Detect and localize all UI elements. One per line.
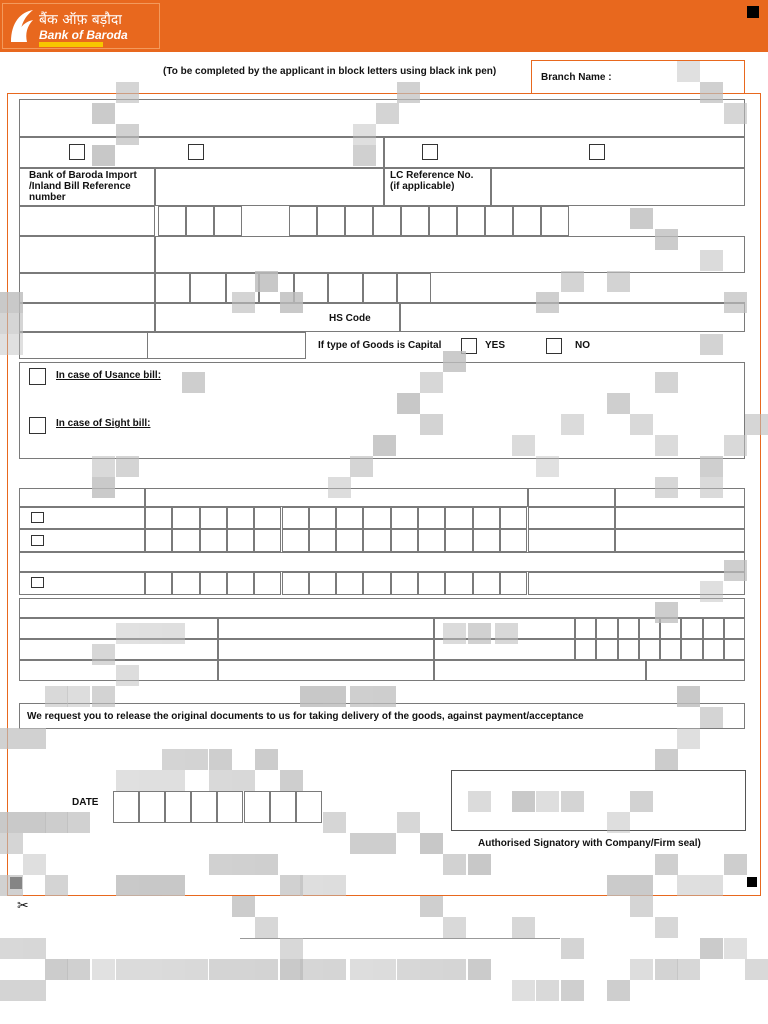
pixel-block [162,875,185,896]
pixel-block [23,854,46,875]
pixel-block [397,82,420,103]
pixel-block [92,477,115,498]
table-row-7-c3[interactable] [434,660,646,681]
pixel-block [209,770,232,791]
pixel-block [512,791,535,812]
scissors-icon: ✂ [17,898,29,914]
pixel-block [323,875,346,896]
pixel-block [512,917,535,938]
pixel-block [468,623,491,644]
capital-goods-label: If type of Goods is Capital [318,340,442,351]
pixel-block [139,875,162,896]
pixel-block [373,833,396,854]
digit-box[interactable] [309,507,336,529]
request-text: We request you to release the original documents to us for taking delivery of the goods, against payment/acceptance [27,711,584,722]
pixel-block [700,477,723,498]
digit-box[interactable] [158,206,186,236]
table-header-4 [615,488,745,507]
table-row-5-c2[interactable] [218,618,434,639]
pixel-block [724,435,747,456]
pixel-block [116,959,139,980]
logo-strip [39,42,103,47]
digit-box[interactable] [500,529,527,552]
digit-box[interactable] [681,639,702,660]
digit-box[interactable] [363,273,397,303]
digit-box[interactable] [139,791,165,823]
pixel-block [655,959,678,980]
pixel-block [700,707,723,728]
pixel-block [443,854,466,875]
pixel-block [655,602,678,623]
pixel-block [561,414,584,435]
pixel-block [373,686,396,707]
pixel-block [700,250,723,271]
pixel-block [323,959,346,980]
pixel-block [350,456,373,477]
pixel-block [232,854,255,875]
bank-name-hindi: बैंक ऑफ़ बड़ौदा [39,12,122,28]
digit-box[interactable] [328,273,363,303]
digit-box[interactable] [445,529,472,552]
pixel-block [92,145,115,166]
digit-box[interactable] [473,529,500,552]
digit-box[interactable] [391,572,418,595]
pixel-block [350,833,373,854]
row6-label [19,273,155,303]
bill-ref-label-2: /Inland Bill Reference [29,181,131,192]
pixel-block [0,938,23,959]
digit-box[interactable] [200,572,227,595]
digit-box[interactable] [473,507,500,529]
pixel-block [397,959,420,980]
pixel-block [468,791,491,812]
row8-label [19,332,148,359]
digit-box[interactable] [190,273,226,303]
pixel-block [23,980,46,1001]
pixel-block [655,917,678,938]
pixel-block [443,623,466,644]
pixel-block [655,229,678,250]
pixel-block [45,812,68,833]
pixel-block [655,854,678,875]
digit-box[interactable] [397,273,431,303]
digit-box[interactable] [500,572,527,595]
pixel-block [655,372,678,393]
digit-box[interactable] [289,206,317,236]
digit-box[interactable] [227,572,254,595]
digit-box[interactable] [418,507,445,529]
digit-box[interactable] [191,791,217,823]
pixel-block [0,313,23,334]
row4-label [19,206,155,236]
pixel-block [0,334,23,355]
pixel-block [139,959,162,980]
pixel-block [139,770,162,791]
digit-box[interactable] [401,206,429,236]
pixel-block [328,477,351,498]
digit-box[interactable] [639,639,660,660]
yes-label: YES [485,340,506,351]
pixel-block [255,959,278,980]
pixel-block [607,875,630,896]
digit-box[interactable] [703,639,724,660]
digit-box[interactable] [724,639,745,660]
pixel-block [0,728,23,749]
digit-box[interactable] [457,206,485,236]
bill-ref-label-1: Bank of Baroda Import [29,170,137,181]
digit-box[interactable] [473,572,500,595]
digit-box[interactable] [282,572,309,595]
pixel-block [745,959,768,980]
table-row-2-c3[interactable] [528,529,615,552]
digit-box[interactable] [541,206,569,236]
pixel-block [185,959,208,980]
pixel-block [116,623,139,644]
table-row-7-c2[interactable] [218,660,434,681]
pixel-block [67,812,90,833]
digit-box[interactable] [336,507,363,529]
pixel-block [630,875,653,896]
hs-code-label: HS Code [329,313,371,324]
pixel-block [724,560,747,581]
digit-box[interactable] [445,572,472,595]
pixel-block [630,791,653,812]
pixel-block [162,770,185,791]
pixel-block [67,959,90,980]
pixel-block [724,292,747,313]
pixel-block [700,334,723,355]
pixel-block [232,959,255,980]
pixel-block [350,686,373,707]
pixel-block [607,271,630,292]
bill-ref-label-3: number [29,192,66,203]
digit-box[interactable] [703,618,724,639]
pixel-block [468,854,491,875]
digit-box[interactable] [660,639,681,660]
digit-box[interactable] [282,507,309,529]
digit-box[interactable] [618,639,639,660]
pixel-block [139,623,162,644]
lc-ref-label-1: LC Reference No. [390,170,474,181]
digit-box[interactable] [200,529,227,552]
digit-box[interactable] [172,572,199,595]
pixel-block [373,959,396,980]
digit-box[interactable] [391,507,418,529]
pixel-block [677,959,700,980]
pixel-block [300,875,323,896]
digit-box[interactable] [681,618,702,639]
pixel-block [323,812,346,833]
bank-logo [2,3,160,49]
pixel-block [280,292,303,313]
capital-no-checkbox[interactable] [546,338,562,354]
digit-box[interactable] [309,529,336,552]
digit-box[interactable] [172,529,199,552]
pixel-block [209,749,232,770]
pixel-block [353,124,376,145]
pixel-block [700,938,723,959]
pixel-block [536,980,559,1001]
digit-box[interactable] [618,618,639,639]
pixel-block [0,812,23,833]
pixel-block [420,959,443,980]
pixel-block [280,938,303,959]
pixel-block [116,82,139,103]
pixel-block [92,959,115,980]
pixel-block [630,208,653,229]
pixel-block [561,791,584,812]
pixel-block [376,103,399,124]
pixel-block [655,477,678,498]
bill-type-checkbox-3[interactable] [422,144,438,160]
digit-box[interactable] [575,618,596,639]
row8-input[interactable] [147,332,306,359]
lc-ref-input[interactable] [491,168,745,206]
signatory-label: Authorised Signatory with Company/Firm seal) [478,838,701,849]
table-row-1-c4[interactable] [615,507,745,529]
pixel-block [23,728,46,749]
pixel-block [607,980,630,1001]
pixel-block [185,749,208,770]
pixel-block [45,959,68,980]
digit-box[interactable] [113,791,139,823]
pixel-block [468,959,491,980]
pixel-block [116,456,139,477]
pixel-block [677,61,700,82]
pixel-block [92,686,115,707]
pixel-block [0,292,23,313]
digit-box[interactable] [145,529,172,552]
no-label: NO [575,340,590,351]
digit-box[interactable] [214,206,242,236]
pixel-block [443,917,466,938]
digit-box[interactable] [317,206,345,236]
pixel-block [561,271,584,292]
pixel-block [700,581,723,602]
table-header-3 [528,488,615,507]
pixel-block [655,435,678,456]
pixel-block [92,103,115,124]
pixel-block [630,414,653,435]
digit-box[interactable] [254,572,281,595]
digit-box[interactable] [373,206,401,236]
pixel-block [232,896,255,917]
pixel-block [116,875,139,896]
pixel-block [724,938,747,959]
pixel-block [512,435,535,456]
pixel-block [561,980,584,1001]
pixel-block [420,896,443,917]
pixel-block [323,686,346,707]
pixel-block [443,351,466,372]
digit-box[interactable] [724,618,745,639]
pixel-block [67,686,90,707]
usance-checkbox[interactable] [29,368,46,385]
digit-box[interactable] [418,572,445,595]
pixel-block [630,959,653,980]
pixel-block [255,271,278,292]
digit-box[interactable] [500,507,527,529]
bill-type-checkbox-2[interactable] [188,144,204,160]
table-row-3-checkbox[interactable] [31,577,44,588]
digit-box[interactable] [309,572,336,595]
pixel-block [162,749,185,770]
digit-box[interactable] [363,572,390,595]
branch-name-label: Branch Name : [541,72,612,83]
pixel-block [536,292,559,313]
pixel-block [677,728,700,749]
table-row-4[interactable] [19,598,745,618]
pixel-block [162,623,185,644]
table-row-2-checkbox[interactable] [31,535,44,546]
sight-label: In case of Sight bill: [56,418,151,429]
pixel-block [373,435,396,456]
pixel-block [536,456,559,477]
pixel-block [655,749,678,770]
digit-box[interactable] [254,529,281,552]
digit-box[interactable] [227,529,254,552]
digit-box[interactable] [345,206,373,236]
pixel-block [0,833,23,854]
pixel-block [45,686,68,707]
pixel-block [724,854,747,875]
pixel-block [677,875,700,896]
digit-box[interactable] [336,572,363,595]
pixel-block [420,833,443,854]
pixel-block [724,103,747,124]
pixel-block [350,959,373,980]
row5-label [19,236,155,273]
pixel-block [607,393,630,414]
pixel-block [116,770,139,791]
pixel-block [561,938,584,959]
table-row-1-c3[interactable] [528,507,615,529]
digit-box[interactable] [513,206,541,236]
bill-ref-input[interactable] [155,168,384,206]
bank-name: Bank of Baroda [39,28,128,42]
digit-box[interactable] [296,791,322,823]
pixel-block [232,770,255,791]
digit-box[interactable] [172,507,199,529]
pixel-block [255,917,278,938]
pixel-block [420,414,443,435]
table-row-6-c2[interactable] [218,639,434,660]
table-spacer-row [19,552,745,572]
digit-box[interactable] [418,529,445,552]
pixel-block [116,665,139,686]
pixel-block [536,791,559,812]
bill-type-checkbox-1[interactable] [69,144,85,160]
pixel-block [495,623,518,644]
digit-box[interactable] [336,529,363,552]
sight-checkbox[interactable] [29,417,46,434]
signature-box[interactable] [451,770,746,831]
digit-box[interactable] [145,572,172,595]
digit-box[interactable] [596,639,617,660]
digit-box[interactable] [429,206,457,236]
pixel-block [353,145,376,166]
corner-marker-top-right [747,6,759,18]
table-row-1-checkbox[interactable] [31,512,44,523]
pixel-block [23,812,46,833]
date-label: DATE [72,797,99,808]
pixel-block [677,686,700,707]
pixel-block [512,980,535,1001]
baroda-sun-icon [7,8,35,44]
digit-box[interactable] [485,206,513,236]
digit-box[interactable] [575,639,596,660]
pixel-block [92,456,115,477]
pixel-block [182,372,205,393]
digit-box[interactable] [363,529,390,552]
digit-box[interactable] [282,529,309,552]
pixel-block [420,372,443,393]
pixel-block [300,686,323,707]
pixel-block [443,959,466,980]
digit-box[interactable] [363,507,390,529]
pixel-block [45,875,68,896]
pixel-block [607,812,630,833]
pixel-block [232,292,255,313]
pixel-block [255,854,278,875]
digit-box[interactable] [596,618,617,639]
pixel-block [116,124,139,145]
instruction-text: (To be completed by the applicant in block letters using black ink pen) [163,66,497,77]
usance-label: In case of Usance bill: [56,370,162,381]
pixel-block [745,414,768,435]
hs-code-input[interactable] [400,303,745,332]
digit-box[interactable] [254,507,281,529]
digit-box[interactable] [200,507,227,529]
pixel-block [23,938,46,959]
digit-box[interactable] [165,791,191,823]
pixel-block [0,980,23,1001]
lc-ref-label-2: (if applicable) [390,181,455,192]
pixel-block [209,959,232,980]
digit-box[interactable] [186,206,214,236]
pixel-block [630,896,653,917]
digit-box[interactable] [244,791,270,823]
bill-type-divider [383,137,385,168]
digit-box[interactable] [217,791,243,823]
digit-box[interactable] [145,507,172,529]
pixel-block [0,875,23,896]
row7-label [19,303,155,332]
corner-marker-bottom-right [747,877,757,887]
pixel-block [209,854,232,875]
digit-box[interactable] [155,273,190,303]
pixel-block [397,393,420,414]
digit-box[interactable] [391,529,418,552]
bill-type-checkbox-4[interactable] [589,144,605,160]
pixel-block [397,812,420,833]
digit-box[interactable] [445,507,472,529]
table-row-2-c4[interactable] [615,529,745,552]
pixel-block [280,770,303,791]
digit-box[interactable] [227,507,254,529]
pixel-block [300,959,323,980]
pixel-block [162,959,185,980]
pixel-block [700,456,723,477]
pixel-block [700,875,723,896]
digit-box[interactable] [270,791,296,823]
pixel-block [255,749,278,770]
pixel-block [700,82,723,103]
table-row-7-c4[interactable] [646,660,745,681]
table-header-1 [19,488,145,507]
pixel-block [92,644,115,665]
